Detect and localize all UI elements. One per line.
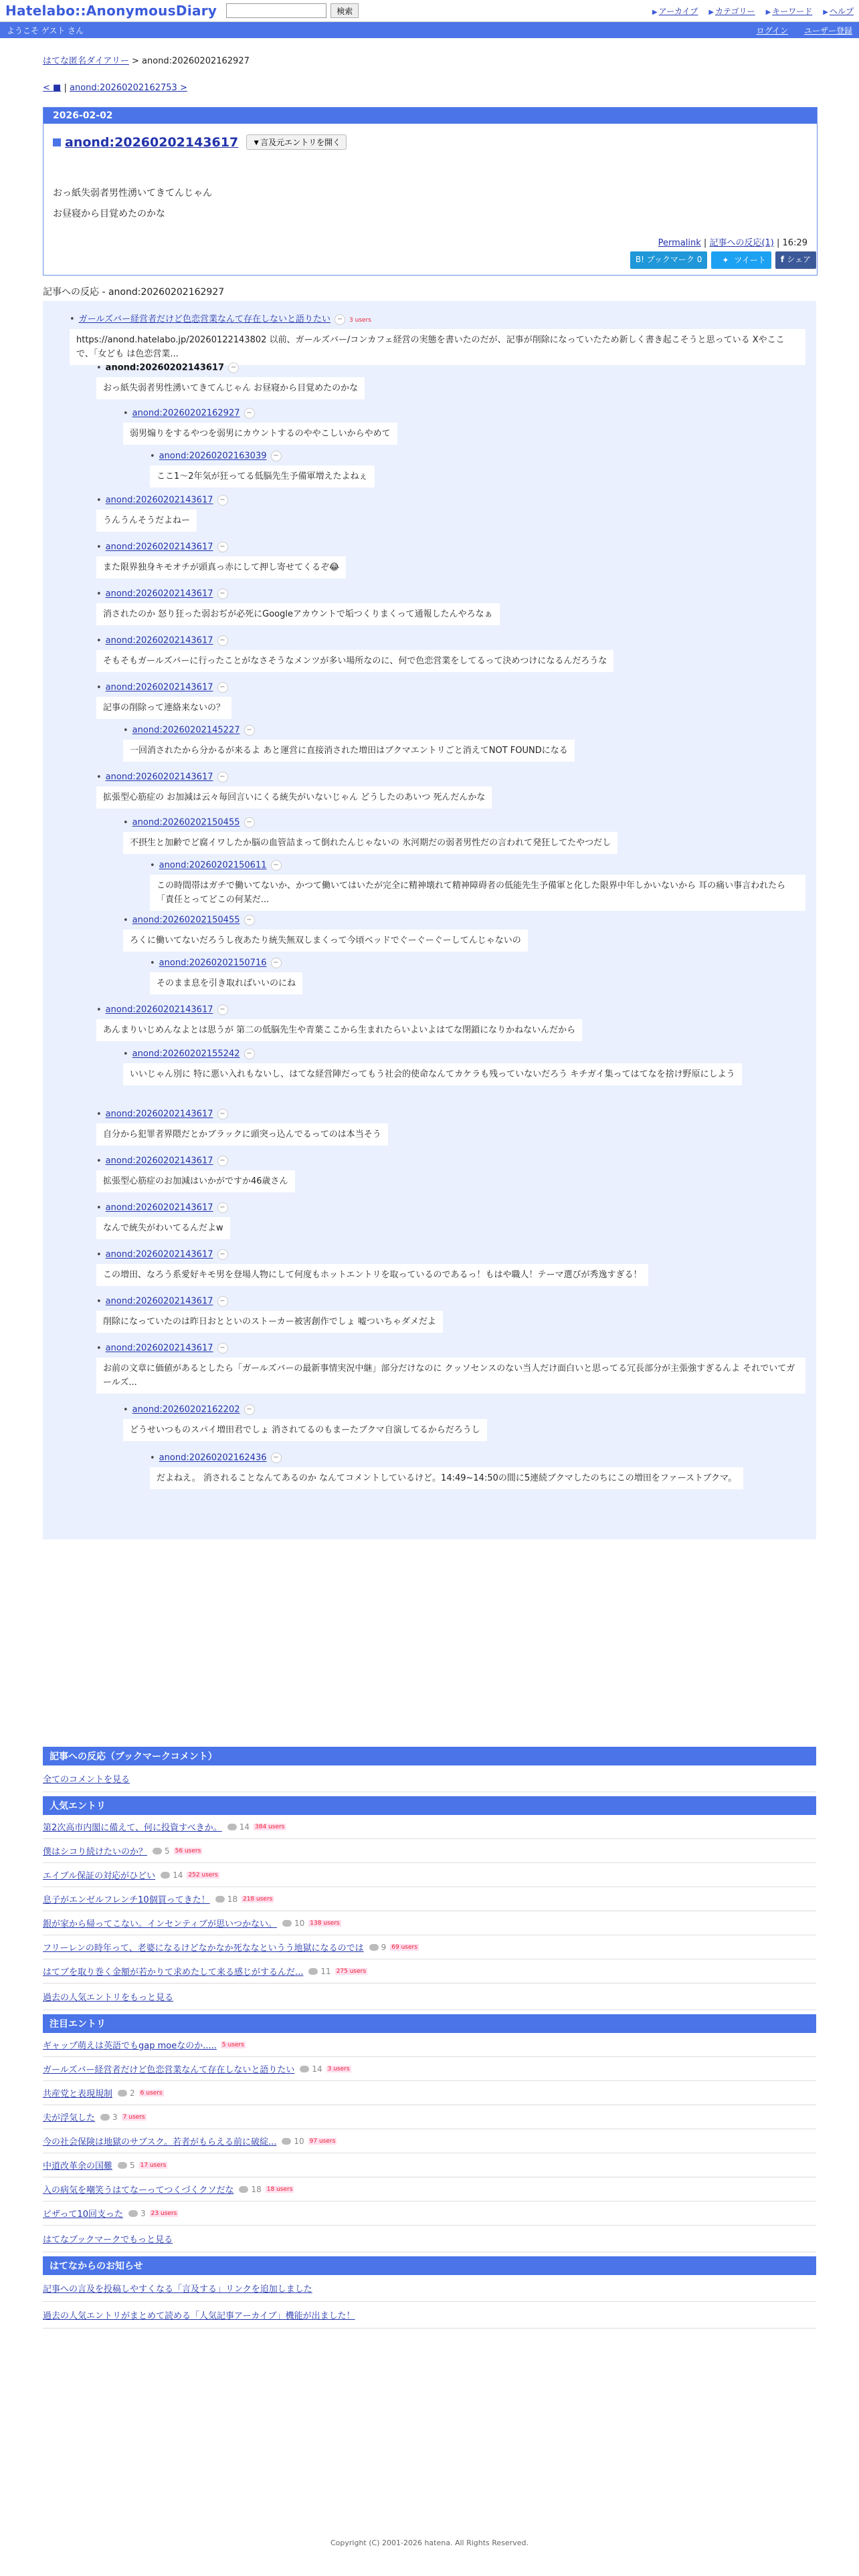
comment-body: いいじゃん別に 特に悪い入れもないし、はてな経営陣だってもう社会的使命なんてカケラも残っていないだろう キチガイ集ってはてなを捨け野原にしよう	[123, 1063, 742, 1085]
welcome-text: ようこそ ゲスト さん	[7, 25, 84, 35]
collapse-toggle-icon[interactable]: −	[244, 1049, 255, 1059]
collapse-toggle-icon[interactable]: −	[244, 408, 255, 419]
reaction-comment	[150, 860, 805, 911]
nav-help[interactable]: ヘルプ	[829, 6, 854, 16]
users-badge[interactable]: 17 users	[140, 2161, 167, 2169]
comment-entry-link[interactable]: anond:20260202143617	[105, 682, 213, 693]
users-badge[interactable]: 97 users	[309, 2137, 336, 2145]
users-badge[interactable]: 18 users	[266, 2185, 293, 2193]
comment-body: 拡張型心筋症の お加減は云々毎回言いにくる統失がいないじゃん どうしたのあいつ 死んだんかな	[96, 786, 492, 809]
comment-entry-link[interactable]: anond:20260202155242	[132, 1049, 240, 1059]
comment-count: 14	[161, 1870, 183, 1880]
collapse-toggle-icon[interactable]: −	[271, 958, 282, 968]
collapse-toggle-icon[interactable]: −	[217, 542, 228, 552]
comment-body: そのまま息を引き取ればいいのにね	[150, 972, 302, 994]
featured-entry-link[interactable]: ビザって10回支った	[43, 2210, 124, 2220]
featured-more-link[interactable]: はてなブックマークでもっと見る	[43, 2235, 173, 2245]
entry-title[interactable]: anond:20260202143617	[65, 134, 239, 150]
comment-entry-link[interactable]: anond:20260202143617	[105, 1202, 213, 1213]
bird-icon: ✦	[722, 255, 729, 265]
share-buttons	[630, 251, 816, 269]
users-badge[interactable]: 252 users	[188, 1871, 218, 1879]
comment-body: ろくに働いてないだろうし夜あたり統失無双しまくって今頃ベッドでぐーぐーぐーしてんじゃないの	[123, 930, 528, 952]
featured-entry	[43, 2033, 816, 2057]
all-comments-link[interactable]: 全てのコメントを見る	[43, 1775, 130, 1785]
popular-entry-link[interactable]: 僕はシコり続けたいのか？	[43, 1847, 148, 1857]
speech-bubble-icon	[308, 1968, 318, 1975]
users-badge[interactable]: 3 users	[327, 2065, 350, 2072]
comment-body: https://anond.hatelabo.jp/20260122143802 以前、ガールズバー/コンカフェ経営の実態を書いたのだが、記事が削除になっていたため新しく書き起こそうと思っている Xやここで、「女ども は色恋営業...	[70, 329, 805, 365]
featured-entry	[43, 2057, 816, 2081]
comment-body: あんまりいじめんなよとは思うが 第二の低脳先生や青葉ここから生まれたらいよいよはてな閉鎖になりかねないんだから	[96, 1019, 582, 1041]
popular-entry	[43, 1839, 816, 1863]
reactions-link[interactable]: 記事への反応(1)	[709, 238, 774, 248]
popular-entry-link[interactable]: はてブを取り巻く金額が若かりて求めたして来る感じがするんだ...	[43, 1967, 304, 1977]
reaction-comment	[70, 312, 805, 365]
collapse-toggle-icon[interactable]: −	[271, 1453, 282, 1463]
comment-body: また限界独身キモオチが頭真っ赤にして押し寄せてくるぞ😂	[96, 556, 346, 578]
speech-bubble-icon	[128, 2210, 138, 2217]
reaction-comment	[150, 1453, 805, 1489]
login-link[interactable]: ログイン	[756, 25, 788, 35]
featured-entry-link[interactable]: 入の病気を嘲笑うはてなーってつくづくクソだな	[43, 2185, 234, 2195]
entry-body: おっ紙失弱者男性湧いてきてんじゃん お昼寝から目覚めたのかな	[53, 188, 212, 219]
square-icon	[53, 138, 61, 146]
reactions-title: 記事への反応 - anond:20260202162927	[43, 287, 225, 298]
featured-entry-link[interactable]: 中道改革余の国難	[43, 2161, 113, 2171]
popular-entry-link[interactable]: 息子がエンゼルフレンチ10個買ってきた！	[43, 1895, 210, 1905]
comment-entry-link[interactable]: anond:20260202162927	[132, 408, 240, 419]
featured-entry-link[interactable]: ガールズバー経営者だけど色恋営業なんて存在しないと語りたい	[43, 2065, 295, 2075]
reaction-comment	[96, 1156, 805, 1192]
speech-bubble-icon	[282, 2138, 291, 2145]
comment-entry-link[interactable]: anond:20260202150455	[132, 915, 240, 926]
triangle-icon: ▶	[765, 8, 771, 16]
featured-entry	[43, 2105, 816, 2129]
comment-entry-link[interactable]: ガールズバー経営者だけど色恋営業なんて存在しないと語りたい	[78, 314, 331, 324]
collapse-toggle-icon[interactable]: −	[217, 1343, 228, 1354]
users-badge[interactable]: 275 users	[336, 1967, 367, 1975]
collapse-toggle-icon[interactable]: −	[271, 860, 282, 871]
comment-body: この時間帯はガチで働いてないか、かつて働いてはいたが完全に精神壊れて精神障碍者の低能先生予備軍と化した限界中年しかいないから 耳の痛い事言われたら「責任とってどこの何某だ...	[150, 875, 805, 911]
triangle-icon: ▶	[708, 8, 714, 16]
collapse-toggle-icon[interactable]: −	[217, 1296, 228, 1307]
popular-heading: 人気エントリ	[43, 1796, 816, 1815]
prev-entry-link[interactable]: < ■	[43, 83, 62, 93]
popular-more-link[interactable]: 過去の人気エントリをもっと見る	[43, 1993, 174, 2003]
facebook-share-button[interactable]: f シェア	[775, 251, 816, 269]
featured-entry	[43, 2153, 816, 2177]
reaction-comment	[96, 1296, 805, 1333]
comment-count: 10	[282, 2137, 304, 2146]
comment-entry-link[interactable]: anond:20260202163039	[159, 451, 267, 461]
reaction-comment	[96, 362, 805, 399]
reaction-comment	[96, 542, 805, 578]
comment-entry-link[interactable]: anond:20260202162202	[132, 1404, 240, 1415]
breadcrumb: はてな匿名ダイアリー > anond:20260202162927	[43, 56, 250, 66]
collapse-toggle-icon[interactable]: −	[217, 635, 228, 646]
reaction-comment	[150, 958, 805, 994]
featured-section	[43, 2014, 816, 2252]
reaction-comment	[96, 772, 805, 809]
reaction-comment	[96, 1249, 805, 1286]
news-item[interactable]: 記事への言及を投稿しやすくなる「言及する」リンクを追加しました	[43, 2284, 312, 2294]
search-button[interactable]: 検索	[330, 3, 359, 18]
tweet-button[interactable]: ✦ツイート	[711, 251, 771, 269]
speech-bubble-icon	[118, 2162, 127, 2169]
collapse-toggle-icon[interactable]: −	[228, 362, 239, 373]
expand-source-button[interactable]: ▼言及元エントリを開く	[246, 134, 347, 150]
collapse-toggle-icon[interactable]: −	[217, 772, 228, 782]
breadcrumb-current: anond:20260202162927	[142, 56, 250, 66]
reaction-comment	[96, 682, 805, 719]
popular-section	[43, 1796, 816, 2010]
speech-bubble-icon	[239, 2186, 248, 2193]
top-bar	[0, 0, 859, 22]
comment-body: お前の文章に価値があるとしたら「ガールズバーの最新事情実況中継」部分だけなのに クッソセンスのない当人だけ面白いと思ってる冗長部分が主張強すぎるんよ それでいてガールズ...	[96, 1358, 805, 1394]
reaction-comment	[123, 1049, 805, 1085]
permalink[interactable]: Permalink	[658, 238, 701, 248]
comment-body: 拡張型心筋症のお加減はいかがですか46歳さん	[96, 1170, 295, 1192]
users-badge[interactable]: 56 users	[175, 1847, 201, 1854]
popular-entry-link[interactable]: エイブル保証の対応がひどい	[43, 1871, 156, 1881]
footer: Copyright (C) 2001-2026 hatena. All Rights Reserved.	[330, 2539, 529, 2547]
comment-entry-link[interactable]: anond:20260202145227	[132, 725, 240, 736]
reaction-comment	[96, 1343, 805, 1394]
nav-archive[interactable]: アーカイブ	[658, 6, 698, 16]
comment-body: この増田、なろう系愛好キモ男を登場人物にして何度もホットエントリを取っているのであるっ！もはや職人！テーマ選びが秀逸すぎる！	[96, 1264, 648, 1286]
popular-entry-link[interactable]: 第2次高市内閣に備えて、何に投資すべきか。	[43, 1823, 222, 1833]
bookmark-comments-section	[43, 1747, 816, 1792]
comment-entry-link[interactable]: anond:20260202150716	[159, 958, 267, 968]
speech-bubble-icon	[153, 1848, 162, 1854]
comment-count: 10	[282, 1919, 304, 1928]
reaction-thread	[43, 301, 816, 1539]
collapse-toggle-icon[interactable]: −	[271, 451, 282, 461]
reaction-comment	[123, 915, 805, 952]
comment-body: 削除になっていたのは昨日おとといのストーカー被害創作でしょ 嘘ついちゃダメだよ	[96, 1311, 443, 1333]
reaction-comment	[96, 1202, 805, 1239]
comment-entry-link[interactable]: anond:20260202143617	[105, 1249, 213, 1260]
featured-entry	[43, 2081, 816, 2105]
comment-count: 2	[118, 2088, 135, 2098]
facebook-icon: f	[780, 255, 787, 264]
comment-entry-link[interactable]: anond:20260202143617	[105, 588, 213, 599]
featured-entry	[43, 2202, 816, 2226]
popular-entry	[43, 1911, 816, 1935]
featured-entry-link[interactable]: 夫が浮気した	[43, 2113, 96, 2123]
collapse-toggle-icon[interactable]: −	[217, 1249, 228, 1260]
reaction-comment	[96, 1004, 805, 1041]
popular-entry	[43, 1815, 816, 1839]
collapse-toggle-icon[interactable]: −	[244, 817, 255, 828]
featured-entry-link[interactable]: ギャップ萌えは英語でもgap moeなのか.....	[43, 2041, 217, 2051]
comment-count: 9	[369, 1943, 387, 1952]
users-badge[interactable]: 7 users	[122, 2113, 145, 2121]
comment-entry-link[interactable]: anond:20260202143617	[105, 362, 225, 373]
speech-bubble-icon	[215, 1896, 225, 1903]
reaction-comment	[96, 588, 805, 625]
popular-entry	[43, 1863, 816, 1887]
comment-body: 一回消されたから分かるが来るよ あと運営に直接消された増田はブクマエントリごと消えてNOT FOUNDになる	[123, 740, 575, 762]
featured-entry-link[interactable]: 共産党と表現規制	[43, 2089, 113, 2099]
comment-entry-link[interactable]: anond:20260202143617	[105, 1156, 213, 1166]
popular-entry	[43, 1887, 816, 1911]
comment-body: 不摂生と加齢でど腐イワしたか脳の血管詰まって倒れたんじゃないの 氷河期だの弱者男性だの言われて発狂してたやつだし	[123, 832, 617, 854]
users-badge[interactable]: 6 users	[140, 2089, 163, 2097]
comment-body: うんうんそうだよねー	[96, 510, 197, 532]
comment-count: 14	[300, 2064, 322, 2074]
comment-body: 自分から犯罪者界隈だとかブラックに頭突っ込んでるってのは本当そう	[96, 1123, 388, 1146]
popular-entry-link[interactable]: 銀が家から帰ってこない。インセンティブが思いつかない。	[43, 1919, 277, 1929]
speech-bubble-icon	[161, 1872, 170, 1879]
collapse-toggle-icon[interactable]: −	[244, 725, 255, 736]
collapse-toggle-icon[interactable]: −	[217, 1156, 228, 1166]
collapse-toggle-icon[interactable]: −	[217, 495, 228, 506]
featured-entry	[43, 2177, 816, 2202]
comment-body: おっ紙失弱者男性湧いてきてんじゃん お昼寝から目覚めたのかな	[96, 377, 365, 399]
news-item[interactable]: 過去の人気エントリがまとめて読める「人気記事アーカイブ」機能が出ました！	[43, 2311, 355, 2321]
collapse-toggle-icon[interactable]: −	[217, 588, 228, 599]
comment-body: だよねえ。 消されることなんてあるのか なんてコメントしているけど。14:49~14:50の間に5連続ブクマしたのちにこの増田をファーストブクマ。	[150, 1467, 743, 1489]
users-badge[interactable]: 384 users	[255, 1823, 285, 1830]
comment-count: 5	[118, 2161, 135, 2170]
comment-entry-link[interactable]: anond:20260202150455	[132, 817, 240, 828]
reaction-comment	[96, 495, 805, 532]
entry-date: 2026-02-02	[43, 108, 817, 124]
comment-entry-link[interactable]: anond:20260202143617	[105, 772, 213, 782]
speech-bubble-icon	[118, 2090, 127, 2097]
site-logo[interactable]: Hatelabo::AnonymousDiary	[5, 3, 217, 19]
collapse-toggle-icon[interactable]: −	[244, 915, 255, 926]
comment-entry-link[interactable]: anond:20260202143617	[105, 1004, 213, 1015]
reaction-comment	[123, 1404, 805, 1441]
collapse-toggle-icon[interactable]: −	[335, 314, 345, 325]
comment-body: ここ1〜2年気が狂ってる低脳先生予備軍増えたよねぇ	[150, 465, 375, 488]
comment-entry-link[interactable]: anond:20260202150611	[159, 860, 267, 871]
comment-entry-link[interactable]: anond:20260202143617	[105, 1296, 213, 1307]
search-input[interactable]	[226, 3, 326, 18]
comment-body: そもそもガールズバーに行ったことがなさそうなメンツが多い場所なのに、何で色恋営業をしてるって決めつけになるんだろうな	[96, 650, 613, 672]
reaction-comment	[123, 408, 805, 445]
speech-bubble-icon	[300, 2066, 309, 2072]
collapse-toggle-icon[interactable]: −	[244, 1404, 255, 1415]
comment-count: 3	[128, 2209, 146, 2218]
bookmark-button[interactable]: B! ブックマーク 0	[630, 251, 707, 269]
collapse-toggle-icon[interactable]: −	[217, 682, 228, 693]
collapse-toggle-icon[interactable]: −	[217, 1202, 228, 1213]
featured-heading: 注目エントリ	[43, 2014, 816, 2033]
nav-category[interactable]: カテゴリー	[715, 6, 755, 16]
popular-entry	[43, 1935, 816, 1959]
comment-body: 記事の削除って連絡来ないの？	[96, 697, 231, 719]
triangle-icon: ▶	[652, 8, 658, 16]
reaction-comment	[96, 635, 805, 672]
users-badge[interactable]: 3 users	[349, 317, 371, 324]
popular-entry-link[interactable]: フリーレンの時年って、老婆になるけどなかなか死ななというう地獄になるのでは	[43, 1943, 364, 1953]
comment-count: 18	[215, 1895, 237, 1904]
nav-keyword[interactable]: キーワード	[772, 6, 813, 16]
featured-entry-link[interactable]: 今の社会保険は地獄のサブスク。若者がもらえる前に破綻...	[43, 2137, 277, 2147]
comment-entry-link[interactable]: anond:20260202143617	[105, 542, 213, 552]
comment-count: 3	[100, 2113, 118, 2122]
speech-bubble-icon	[227, 1824, 237, 1830]
comment-entry-link[interactable]: anond:20260202143617	[105, 635, 213, 646]
collapse-toggle-icon[interactable]: −	[217, 1109, 228, 1119]
pager: < ■ | anond:20260202162753 >	[43, 83, 187, 93]
users-badge[interactable]: 69 users	[391, 1943, 417, 1951]
register-link[interactable]: ユーザー登録	[803, 25, 852, 35]
users-badge[interactable]: 138 users	[310, 1919, 340, 1927]
comment-body: なんで統失がわいてるんだよw	[96, 1217, 230, 1239]
popular-entry	[43, 1959, 816, 1983]
triangle-icon: ▶	[823, 8, 828, 16]
users-badge[interactable]: 5 users	[221, 2041, 244, 2048]
news-heading: はてなからのお知らせ	[43, 2256, 816, 2275]
next-entry-link[interactable]: anond:20260202162753 >	[69, 83, 187, 93]
breadcrumb-home[interactable]: はてな匿名ダイアリー	[43, 56, 129, 66]
reaction-comment	[96, 1109, 805, 1146]
users-badge[interactable]: 23 users	[151, 2210, 177, 2217]
comment-body: 弱男煽りをするやつを弱男にカウントするのややこしいからやめて	[123, 423, 397, 445]
speech-bubble-icon	[282, 1920, 292, 1927]
comment-count: 18	[239, 2185, 261, 2194]
comment-entry-link[interactable]: anond:20260202143617	[105, 1343, 213, 1354]
comment-count: 5	[153, 1846, 170, 1856]
collapse-toggle-icon[interactable]: −	[217, 1004, 228, 1015]
reaction-comment	[123, 725, 805, 762]
comment-count: 14	[227, 1822, 250, 1832]
comment-entry-link[interactable]: anond:20260202143617	[105, 1109, 213, 1119]
speech-bubble-icon	[100, 2114, 110, 2121]
reaction-comment	[123, 817, 805, 854]
entry-box	[43, 107, 818, 276]
reaction-comment	[150, 451, 805, 488]
news-section	[43, 2256, 816, 2329]
entry-time: 16:29	[782, 238, 807, 248]
comment-count: 11	[308, 1967, 330, 1976]
comment-entry-link[interactable]: anond:20260202143617	[105, 495, 213, 506]
top-nav	[652, 5, 854, 17]
featured-entry	[43, 2129, 816, 2153]
comment-body: 消されたのか 怒り狂った弱おぢが必死にGoogleアカウントで垢つくりまくって通報したんやろなぁ	[96, 603, 500, 625]
bookmark-comments-heading: 記事への反応（ブックマークコメント）	[43, 1747, 816, 1765]
entry-footer: Permalink | 記事への反応(1) | 16:29	[658, 238, 807, 248]
comment-entry-link[interactable]: anond:20260202162436	[159, 1453, 267, 1463]
users-badge[interactable]: 218 users	[242, 1895, 273, 1903]
speech-bubble-icon	[369, 1944, 379, 1951]
user-bar	[0, 22, 859, 38]
comment-body: どうせいつものスパイ増田君でしょ 消されてるのもまーたブクマ自演してるからだろうし	[123, 1419, 487, 1441]
